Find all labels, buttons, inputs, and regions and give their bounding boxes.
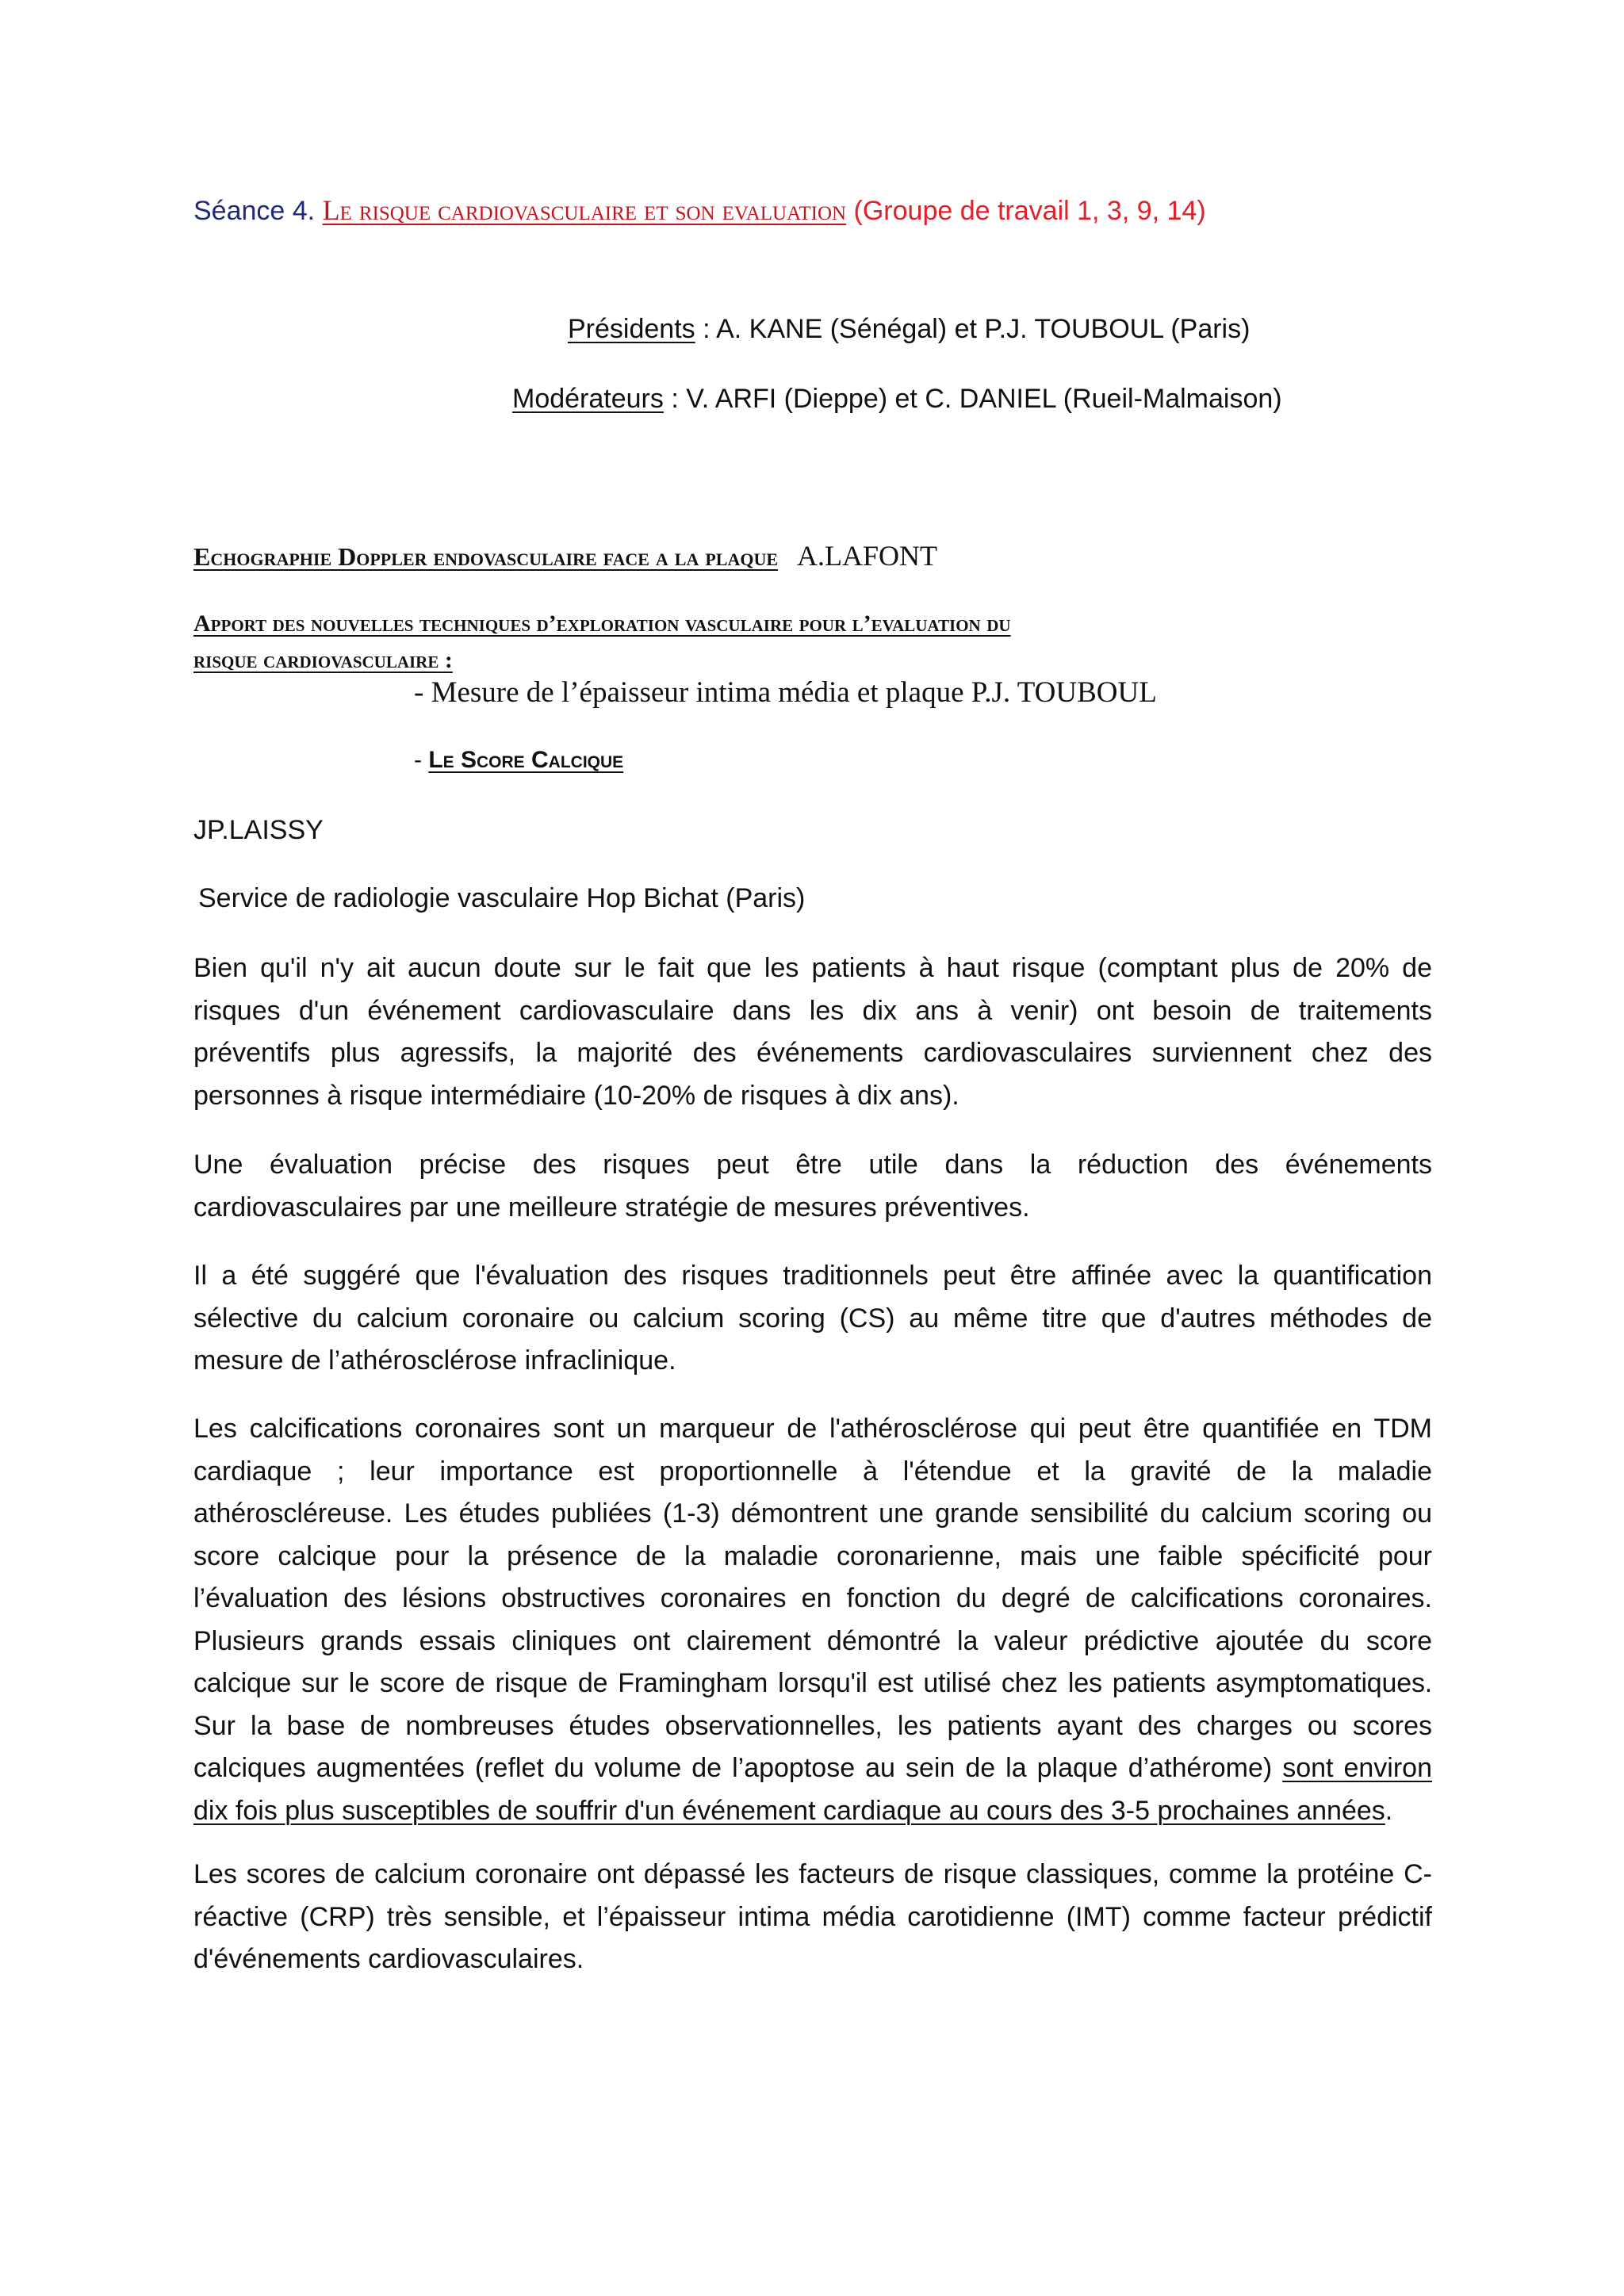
presidents-line <box>568 314 1250 345</box>
paragraph-line: préventifs plus agressifs, la majorité des événements cardiovasculaires surviennent chez des <box>193 1038 1432 1068</box>
paragraph-4 <box>193 1408 1432 1832</box>
paragraph-line: risques d'un événement cardiovasculaire dans les dix ans à venir) ont besoin de traitements <box>193 995 1432 1026</box>
apport-heading-line-1: Apport des nouvelles techniques d’exploration vasculaire pour l’evaluation du <box>193 610 1011 637</box>
echo-author: A.LAFONT <box>797 540 938 572</box>
paragraph-line: sélective du calcium coronaire ou calcium scoring (CS) au même titre que d'autres méthodes de <box>193 1303 1432 1334</box>
author-name: JP.LAISSY <box>193 815 324 845</box>
seance-heading <box>193 193 1206 227</box>
score-title: Le Score Calcique <box>428 747 624 773</box>
mesure-item: - Mesure de l’épaisseur intima média et plaque P.J. TOUBOUL <box>414 676 1157 709</box>
seance-title: Le risque cardiovasculaire et son evaluation <box>322 194 847 226</box>
paragraph-line: athéroscléreuse. Les études publiées (1-3) démontrent une grande sensibilité du calcium scoring ou <box>193 1498 1432 1529</box>
echo-heading <box>193 539 937 572</box>
underlined-emphasis: sont environ <box>1282 1753 1432 1783</box>
paragraph-line: cardiovasculaires par une meilleure stratégie de mesures préventives. <box>193 1192 1030 1223</box>
paragraph-line-mixed <box>193 1747 1432 1790</box>
underlined-emphasis: dix fois plus susceptibles de souffrir d'un événement cardiaque au cours des 3-5 prochaines années <box>193 1795 1385 1826</box>
paragraph-line: Une évaluation précise des risques peut être utile dans la réduction des événements <box>193 1150 1432 1180</box>
paragraph-line: réactive (CRP) très sensible, et l’épaisseur intima média carotidienne (IMT) comme facteur prédictif <box>193 1901 1432 1932</box>
paragraph-line: mesure de l’athérosclérose infraclinique. <box>193 1345 676 1376</box>
paragraph-line: Les calcifications coronaires sont un marqueur de l'athérosclérose qui peut être quantifiée en TDM <box>193 1414 1432 1444</box>
seance-number: Séance 4. <box>193 196 323 226</box>
author-service: Service de radiologie vasculaire Hop Bichat (Paris) <box>198 883 806 913</box>
moderateurs-line <box>512 384 1282 415</box>
paragraph-5 <box>193 1854 1432 1981</box>
paragraph-3 <box>193 1255 1432 1383</box>
presidents-label: Présidents <box>568 314 695 344</box>
paragraph-1 <box>193 947 1432 1117</box>
moderateurs-value: : V. ARFI (Dieppe) et C. DANIEL (Rueil-Malmaison) <box>663 384 1282 414</box>
score-dash: - <box>414 747 429 773</box>
paragraph-line: calcique sur le score de risque de Framingham lorsqu'il est utilisé chez les patients asymptomatiques. <box>193 1668 1432 1698</box>
echo-title: Echographie Doppler endovasculaire face a la plaque <box>193 542 779 571</box>
paragraph-line: Bien qu'il n'y ait aucun doute sur le fait que les patients à haut risque (comptant plus de 20% de <box>193 953 1432 983</box>
paragraph-line: Sur la base de nombreuses études observationnelles, les patients ayant des charges ou scores <box>193 1710 1432 1741</box>
paragraph-line: cardiaque ; leur importance est proportionnelle à l'étendue et la gravité de la maladie <box>193 1456 1432 1487</box>
paragraph-line-mixed <box>193 1790 1432 1833</box>
paragraph-line: Il a été suggéré que l'évaluation des risques traditionnels peut être affinée avec la quantification <box>193 1261 1432 1291</box>
moderateurs-label: Modérateurs <box>512 384 664 414</box>
paragraph-text: calciques augmentées (reflet du volume de l’apoptose au sein de la plaque d’athérome) <box>193 1753 1283 1783</box>
paragraph-text: . <box>1385 1795 1393 1826</box>
paragraph-line: d'événements cardiovasculaires. <box>193 1944 584 1974</box>
apport-heading-line-2: risque cardiovasculaire : <box>193 647 453 673</box>
paragraph-line: Les scores de calcium coronaire ont dépassé les facteurs de risque classiques, comme la protéine C- <box>193 1859 1432 1889</box>
paragraph-line: Plusieurs grands essais cliniques ont clairement démontré la valeur prédictive ajoutée du score <box>193 1625 1432 1656</box>
paragraph-line: score calcique pour la présence de la maladie coronarienne, mais une faible spécificité pour <box>193 1540 1432 1571</box>
paragraph-line: l’évaluation des lésions obstructives coronaires en fonction du degré de calcifications coronaires. <box>193 1583 1432 1613</box>
presidents-value: : A. KANE (Sénégal) et P.J. TOUBOUL (Paris) <box>695 314 1251 344</box>
paragraph-2 <box>193 1144 1432 1229</box>
paragraph-line: personnes à risque intermédiaire (10-20% de risques à dix ans). <box>193 1080 959 1111</box>
score-calcique-heading <box>414 747 623 774</box>
seance-groups: (Groupe de travail 1, 3, 9, 14) <box>846 196 1206 226</box>
